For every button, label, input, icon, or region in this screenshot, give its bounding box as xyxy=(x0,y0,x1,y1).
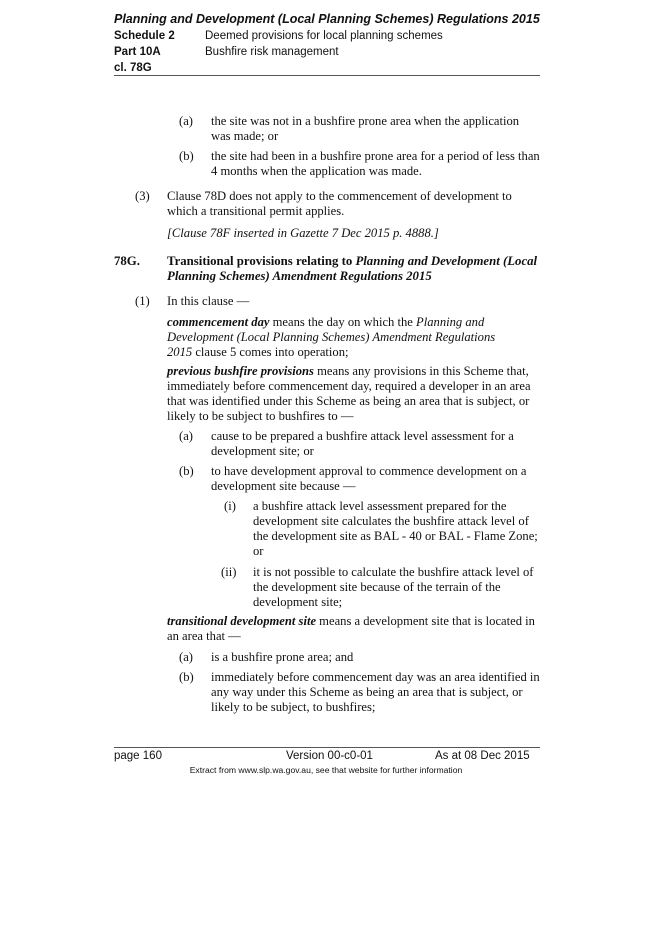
footer-rule xyxy=(114,747,540,748)
item-label: (a) xyxy=(179,429,193,443)
definition-italic: Planning and Development (Local Planning Schemes) Amendment Regulations 2015 xyxy=(167,315,496,359)
item-text: the site had been in a bushfire prone area for a period of less than 4 months when the application was made. xyxy=(211,149,540,178)
clause-heading xyxy=(167,254,542,284)
document-title: Planning and Development (Local Planning Schemes) Regulations 2015 xyxy=(114,12,540,26)
clause-heading-italic: Planning and Development (Local Planning Schemes) Amendment Regulations 2015 xyxy=(167,254,538,283)
subclause-label: (1) xyxy=(135,294,150,308)
item-label: (b) xyxy=(179,149,194,163)
definition-text: means a development site that is located in an area that — xyxy=(167,614,535,643)
item-label: (a) xyxy=(179,650,193,664)
definition-previous-bushfire-provisions xyxy=(167,364,540,424)
definition-transitional-development-site xyxy=(167,614,540,644)
defined-term: transitional development site xyxy=(167,614,317,628)
header-clause xyxy=(114,62,205,74)
subitem-label: (i) xyxy=(224,499,236,513)
item-text: the site was not in a bushfire prone area when the application was made; or xyxy=(211,114,520,143)
item-text: cause to be prepared a bushfire attack level assessment for a development site; or xyxy=(211,429,514,458)
definition-text: means the day on which the xyxy=(269,315,417,329)
header-key: Part 10A xyxy=(114,46,161,58)
subclause-text: In this clause — xyxy=(167,294,250,308)
header-key: Schedule 2 xyxy=(114,30,175,42)
subitem-text: it is not possible to calculate the bushfire attack level of the development site because of the terrain of the development site; xyxy=(253,565,534,609)
clause-number: 78G. xyxy=(114,254,140,268)
definition-commencement-day xyxy=(167,315,517,360)
definition-text: clause 5 comes into operation; xyxy=(192,345,349,359)
amendment-note: [Clause 78F inserted in Gazette 7 Dec 2015 p. 4888.] xyxy=(167,226,439,240)
extract-notice: Extract from www.slp.wa.gov.au, see that website for further information xyxy=(189,765,463,775)
as-at-date: As at 08 Dec 2015 xyxy=(435,750,530,762)
subclause-label: (3) xyxy=(135,189,150,203)
item-label: (a) xyxy=(179,114,193,128)
defined-term: commencement day xyxy=(167,315,270,329)
clause-heading-plain: Transitional provisions relating to xyxy=(167,254,356,268)
subitem-label: (ii) xyxy=(221,565,237,579)
version-label: Version 00-c0-01 xyxy=(286,750,373,762)
defined-term: previous bushfire provisions xyxy=(167,364,314,378)
item-text: immediately before commencement day was an area identified in any way under this Scheme as being an area that is subject, or likely to be subject, to bushfires; xyxy=(211,670,540,714)
page-number: page 160 xyxy=(114,750,162,762)
item-label: (b) xyxy=(179,464,194,478)
item-text: is a bushfire prone area; and xyxy=(211,650,354,664)
item-label: (b) xyxy=(179,670,194,684)
item-text: to have development approval to commence development on a development site because — xyxy=(211,464,527,493)
header-value: Bushfire risk management xyxy=(205,46,339,58)
header-rule xyxy=(114,75,540,76)
header-key: cl. 78G xyxy=(114,62,152,74)
subclause-text: Clause 78D does not apply to the commencement of development to which a transitional permit applies. xyxy=(167,189,512,218)
header-part xyxy=(114,46,339,58)
header-value: Deemed provisions for local planning schemes xyxy=(205,30,443,42)
header-schedule xyxy=(114,30,443,42)
subitem-text: a bushfire attack level assessment prepared for the development site calculates the bushfire attack level of the development site as BAL - 40 or BAL - Flame Zone; or xyxy=(253,499,538,558)
definition-text: means any provisions in this Scheme that, immediately before commencement day, required a developer in an area that was identified under this Scheme as being an area that is subject, or likely to be subject to bushfires to — xyxy=(167,364,531,423)
